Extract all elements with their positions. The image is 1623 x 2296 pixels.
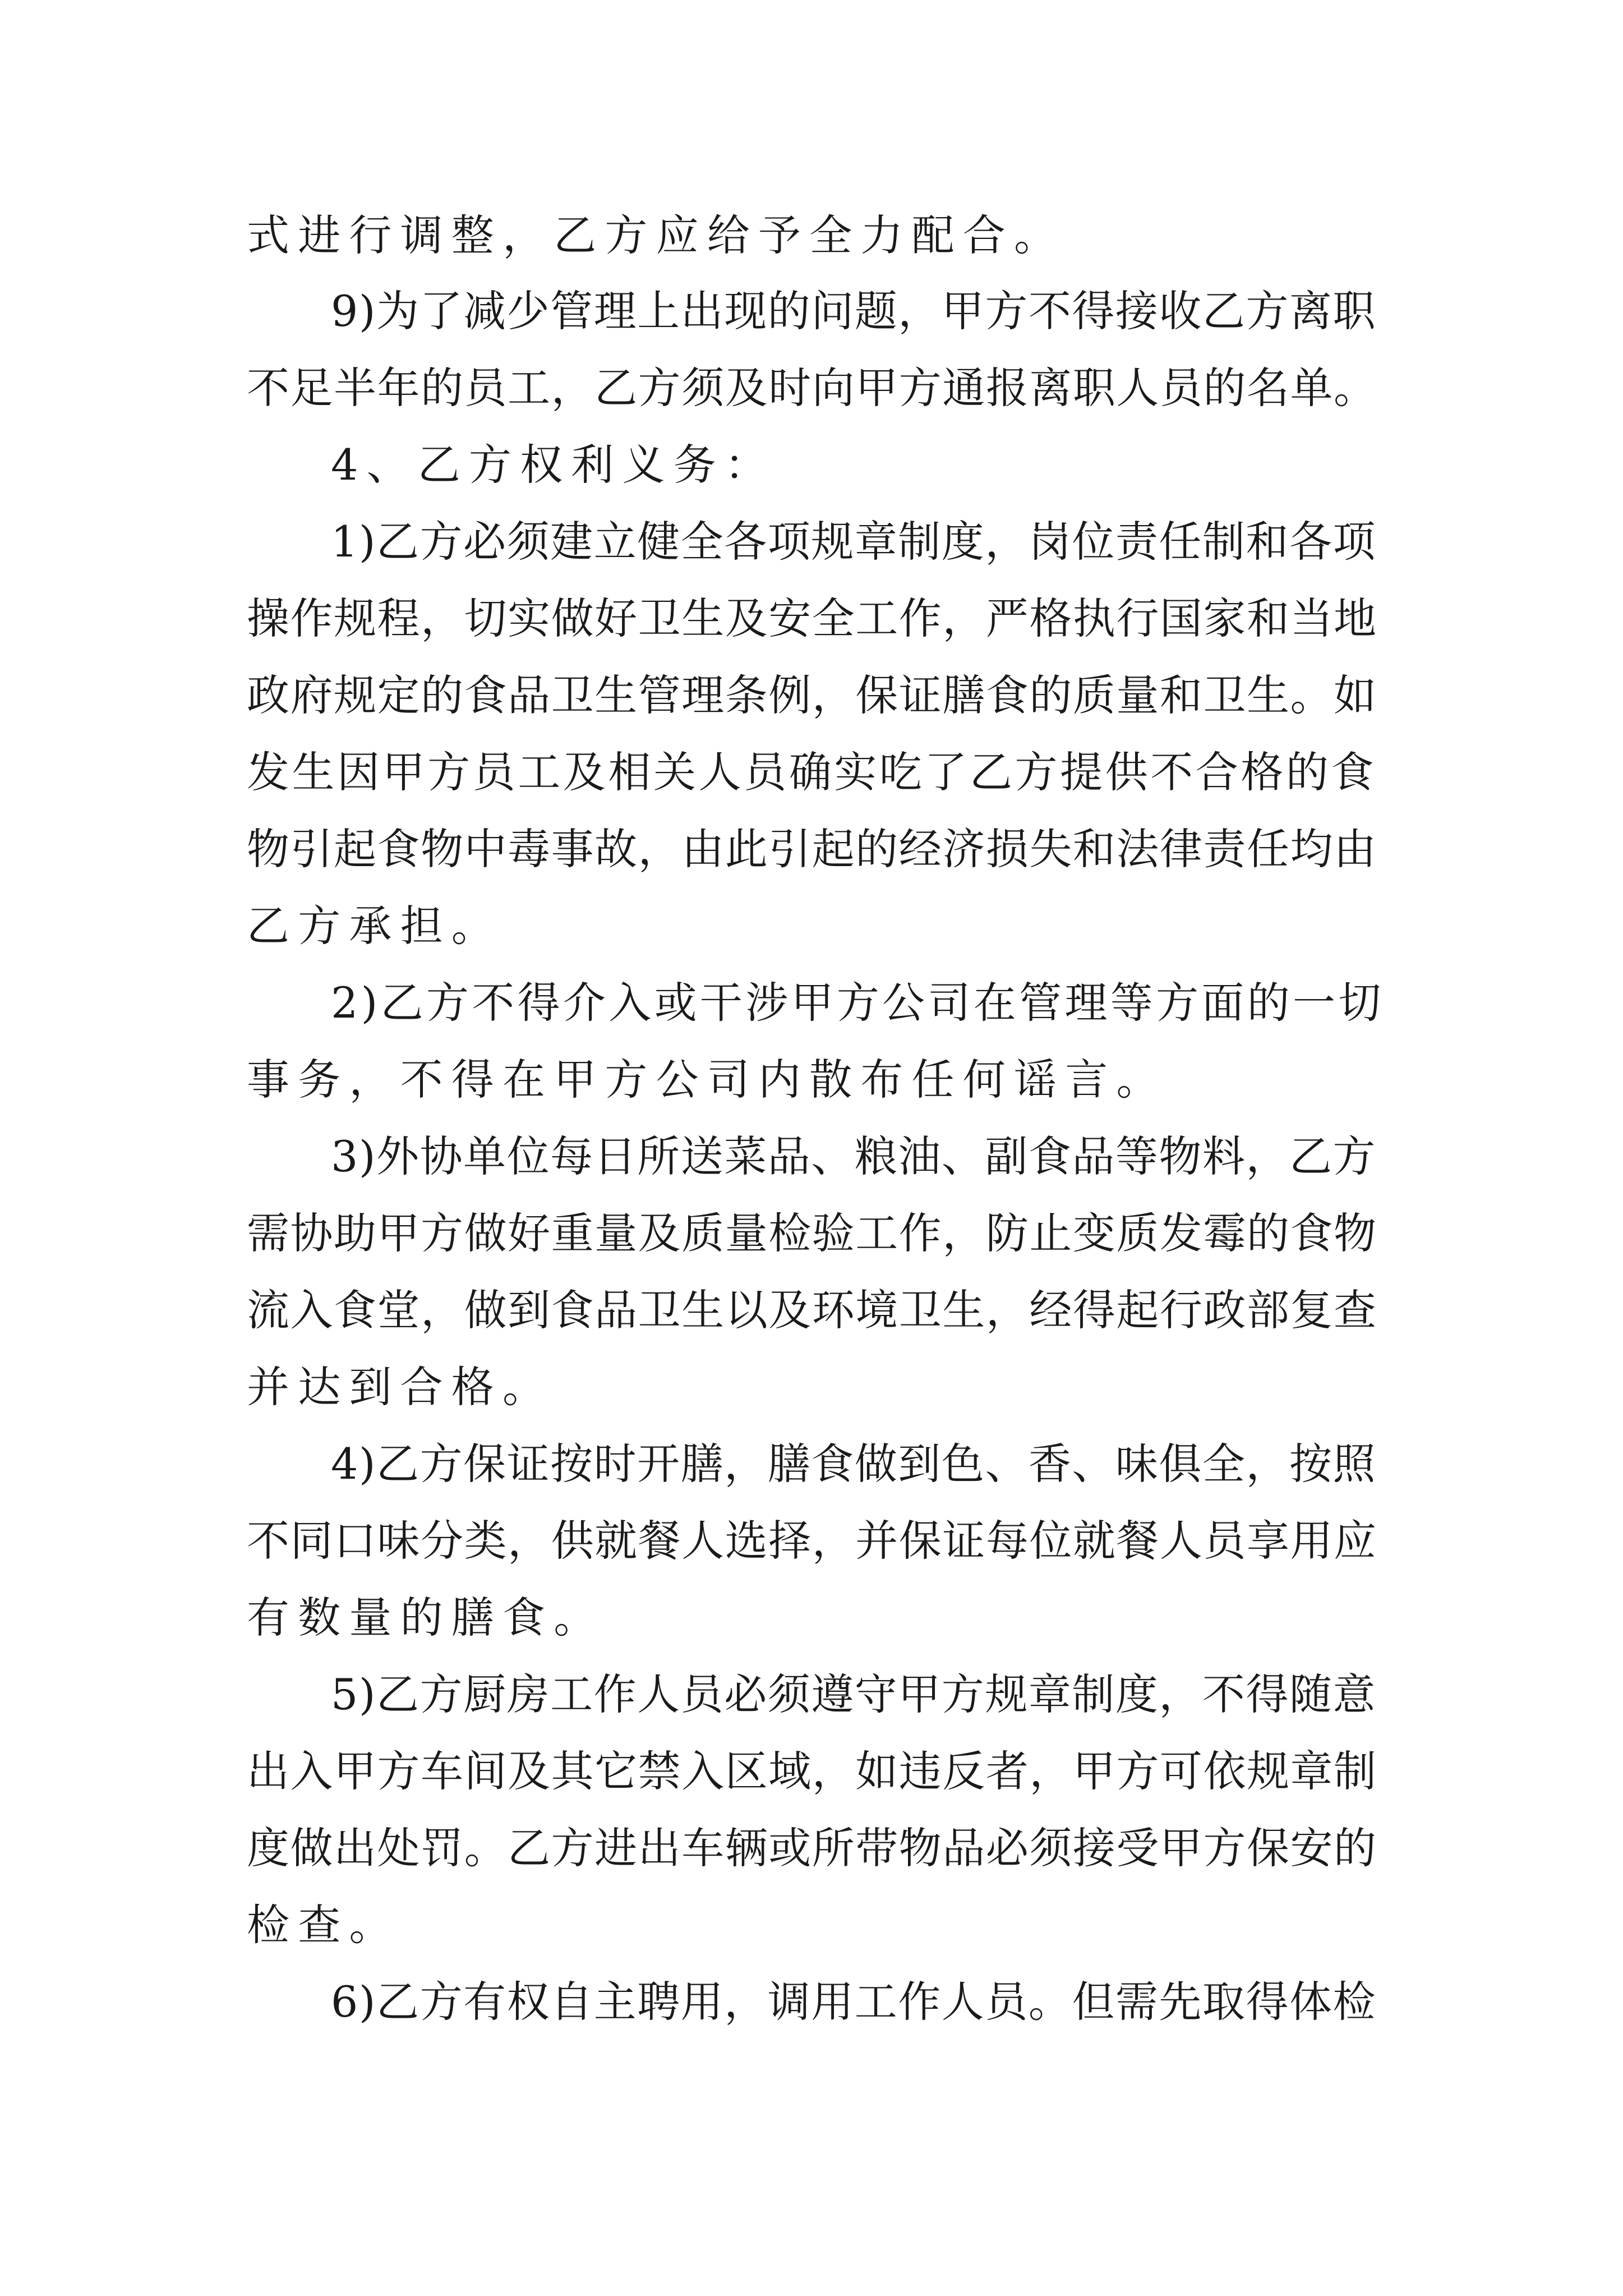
text-line: 6)乙方有权自主聘用，调用工作人员。但需先取得体检 xyxy=(331,1977,1377,2027)
text-line: 式进行调整，乙方应给予全力配合。 xyxy=(247,210,1066,260)
text-line: 需协助甲方做好重量及质量检验工作，防止变质发霉的食物 xyxy=(247,1208,1377,1258)
text-line: 发生因甲方员工及相关人员确实吃了乙方提供不合格的食 xyxy=(247,747,1376,797)
text-line: 并达到合格。 xyxy=(247,1362,554,1412)
text-line: 度做出处罚。乙方进出车辆或所带物品必须接受甲方保安的 xyxy=(247,1823,1377,1873)
text-line: 检查。 xyxy=(247,1900,400,1950)
text-line: 政府规定的食品卫生管理条例，保证膳食的质量和卫生。如 xyxy=(247,670,1377,720)
text-line: 有数量的膳食。 xyxy=(247,1593,605,1642)
text-line: 2)乙方不得介入或干涉甲方公司在管理等方面的一切 xyxy=(331,978,1384,1028)
text-line: 物引起食物中毒事故，由此引起的经济损失和法律责任均由 xyxy=(247,824,1377,874)
text-line: 操作规程，切实做好卫生及安全工作，严格执行国家和当地 xyxy=(247,593,1377,643)
text-line: 出入甲方车间及其它禁入区域，如违反者，甲方可依规章制 xyxy=(247,1746,1377,1796)
text-line: 乙方承担。 xyxy=(247,901,502,951)
text-line: 1)乙方必须建立健全各项规章制度，岗位责任制和各项 xyxy=(331,517,1377,567)
text-line: 3)外协单位每日所送菜品、粮油、副食品等物料，乙方 xyxy=(331,1131,1377,1181)
text-line: 9)为了减少管理上出现的问题，甲方不得接收乙方离职 xyxy=(331,286,1377,336)
text-line: 事务，不得在甲方公司内散布任何谣言。 xyxy=(247,1055,1168,1105)
text-line: 5)乙方厨房工作人员必须遵守甲方规章制度，不得随意 xyxy=(331,1669,1377,1719)
text-line: 4、乙方权利义务： xyxy=(331,440,776,490)
text-line: 不足半年的员工，乙方须及时向甲方通报离职人员的名单。 xyxy=(247,363,1377,413)
text-line: 4)乙方保证按时开膳，膳食做到色、香、味俱全，按照 xyxy=(331,1439,1377,1489)
text-line: 不同口味分类，供就餐人选择，并保证每位就餐人员享用应 xyxy=(247,1516,1377,1566)
text-line: 流入食堂，做到食品卫生以及环境卫生，经得起行政部复查 xyxy=(247,1285,1377,1335)
